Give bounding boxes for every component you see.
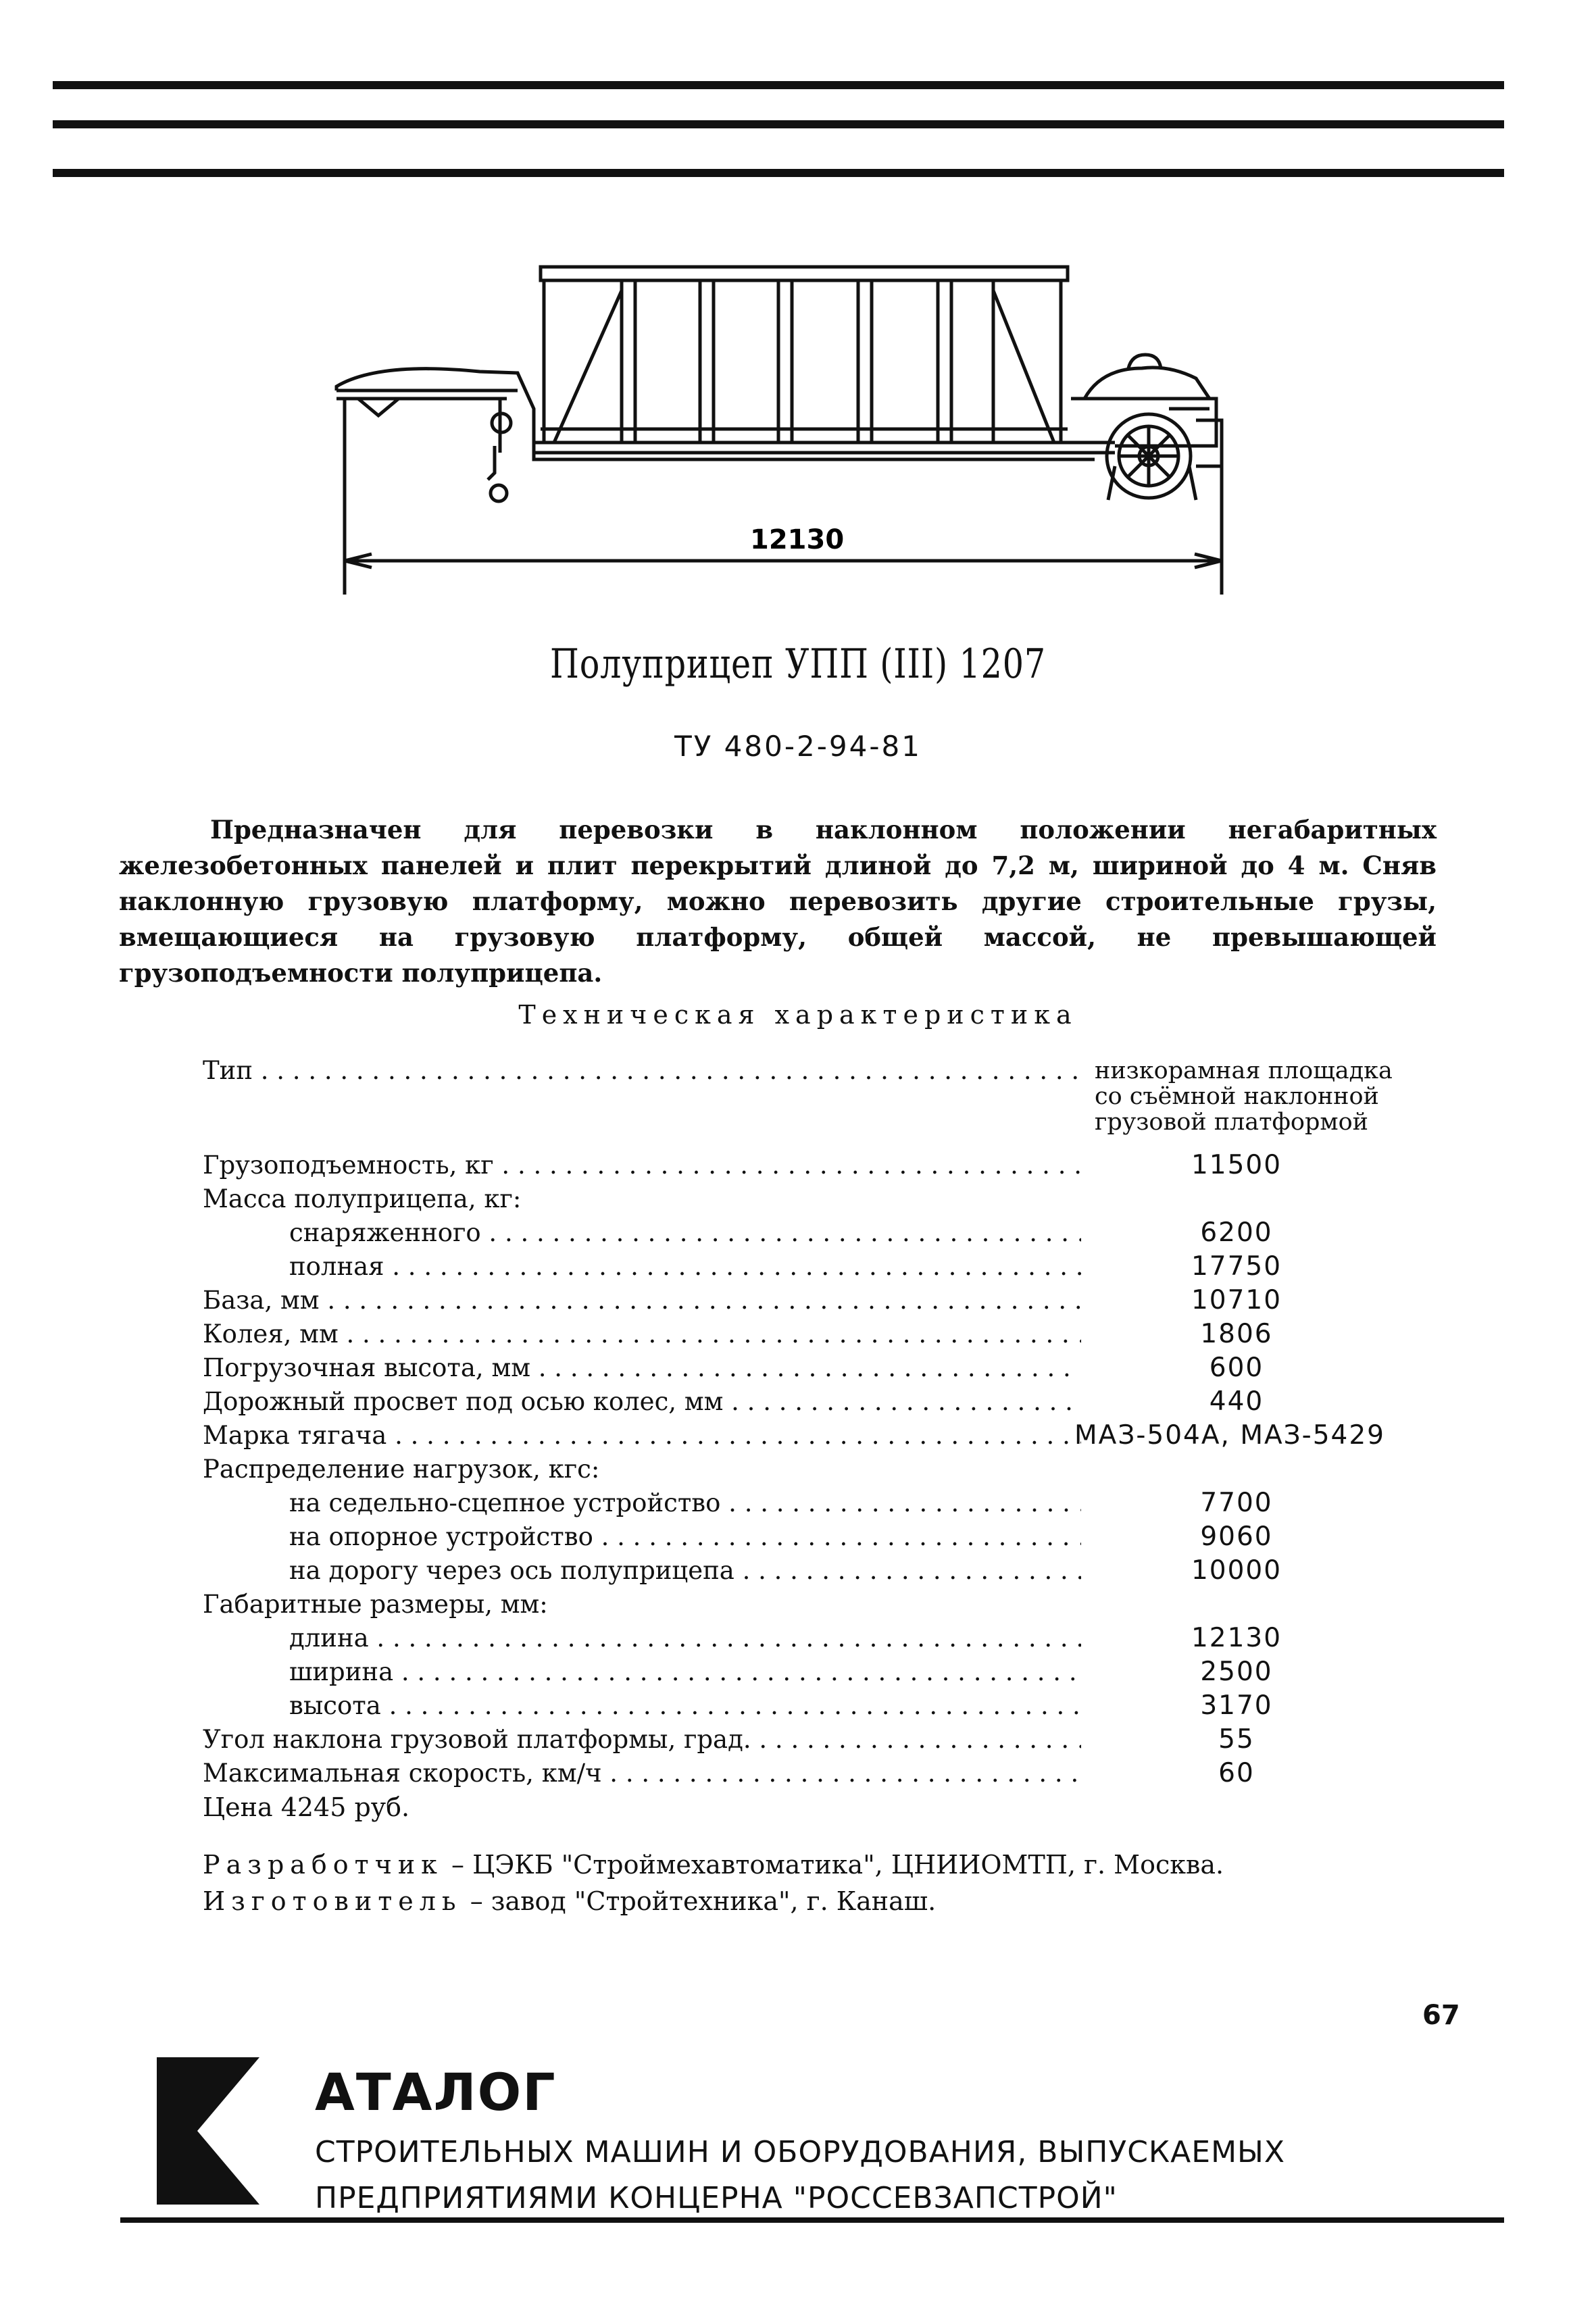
- developer-label: Разработчик: [203, 1850, 443, 1880]
- spec-value: 7700: [1200, 1488, 1273, 1518]
- catalog-line-1: СТРОИТЕЛЬНЫХ МАШИН И ОБОРУДОВАНИЯ, ВЫПУСКАЕМЫХ: [315, 2135, 1285, 2169]
- spec-value: 12130: [1191, 1623, 1282, 1653]
- spec-row: [203, 1419, 1487, 1453]
- spec-label: снаряженного . . .: [289, 1216, 1081, 1250]
- spec-label: на опорное устройство . . .: [289, 1520, 1081, 1554]
- manufacturer-line: [203, 1886, 936, 1916]
- type-value-line: со съёмной наклонной: [1095, 1083, 1379, 1110]
- spec-value: 10710: [1191, 1285, 1282, 1315]
- spec-label: Тип . . .: [203, 1054, 1081, 1088]
- spec-row: [203, 1520, 1487, 1554]
- spec-row: [203, 1351, 1487, 1385]
- spec-value-type: [1095, 1058, 1500, 1135]
- spec-rows: [203, 1149, 1487, 1790]
- spec-row: [203, 1216, 1487, 1250]
- top-rule-1: [53, 81, 1504, 89]
- spec-value: 2500: [1200, 1657, 1273, 1687]
- spec-label: Угол наклона грузовой платформы, град. . . .: [203, 1723, 1081, 1757]
- type-value-line: низкорамная площадка: [1095, 1057, 1393, 1084]
- bottom-rule: [120, 2217, 1504, 2223]
- spec-table: [203, 1054, 1487, 1790]
- spec-row: [203, 1182, 1487, 1216]
- developer-line: [203, 1850, 1224, 1880]
- spec-label: Колея, мм . . .: [203, 1317, 1081, 1351]
- catalog-k-logo: [157, 2057, 259, 2205]
- spec-value: 60: [1218, 1758, 1255, 1788]
- product-description: [119, 812, 1437, 991]
- spec-row: [203, 1250, 1487, 1284]
- top-rule-2: [53, 120, 1504, 128]
- semitrailer-drawing: [318, 243, 1264, 595]
- spec-row: [203, 1317, 1487, 1351]
- developer-text: – ЦЭКБ "Строймехавтоматика", ЦНИИОМТП, г. Москва.: [443, 1850, 1224, 1880]
- spec-value: 440: [1209, 1386, 1264, 1417]
- spec-label: полная . . .: [289, 1250, 1081, 1284]
- spec-row: [203, 1453, 1487, 1486]
- spec-label: Грузоподъемность, кг . . .: [203, 1149, 1081, 1182]
- spec-row-type: [203, 1054, 1487, 1149]
- description-text: Предназначен для перевозки в наклонном положении негабаритных железобетонных панелей и плит перекрытий длиной до 7,2 м, шириной до 4 м. Сняв наклонную грузовую платформу, можно перевозить другие строительные грузы, вмещающиеся на грузовую платформу, общей массой, не превышающей грузоподъемности полуприцепа.: [119, 815, 1437, 988]
- top-rule-3: [53, 169, 1504, 177]
- spec-label: Габаритные размеры, мм:: [203, 1590, 548, 1619]
- spec-row: [203, 1757, 1487, 1790]
- catalog-title: АТАЛОГ: [315, 2062, 557, 2122]
- spec-value: 9060: [1200, 1521, 1273, 1552]
- spec-row: [203, 1149, 1487, 1182]
- dimension-label: 12130: [750, 524, 845, 555]
- spec-label: Распределение нагрузок, кгс:: [203, 1455, 600, 1484]
- catalog-line-2: ПРЕДПРИЯТИЯМИ КОНЦЕРНА "РОССЕВЗАПСТРОЙ": [315, 2181, 1118, 2215]
- spec-row: [203, 1689, 1487, 1723]
- manufacturer-label: Изготовитель: [203, 1886, 462, 1916]
- spec-label: Максимальная скорость, км/ч . . .: [203, 1757, 1081, 1790]
- spec-value: 17750: [1191, 1251, 1282, 1282]
- spec-label: База, мм . . .: [203, 1284, 1081, 1317]
- spec-label: Масса полуприцепа, кг:: [203, 1184, 522, 1213]
- spec-value: 11500: [1191, 1150, 1282, 1180]
- spec-label: Марка тягача . . .: [203, 1419, 1081, 1453]
- page-number: 67: [1422, 2000, 1460, 2031]
- spec-row: [203, 1554, 1487, 1588]
- spec-value: 10000: [1191, 1555, 1282, 1586]
- spec-row: [203, 1723, 1487, 1757]
- spec-row: [203, 1385, 1487, 1419]
- spec-row: [203, 1588, 1487, 1621]
- spec-row: [203, 1655, 1487, 1689]
- spec-row: [203, 1621, 1487, 1655]
- spec-row: [203, 1486, 1487, 1520]
- spec-heading: Техническая характеристика: [518, 1000, 1078, 1030]
- spec-value: 1806: [1200, 1319, 1273, 1349]
- spec-value: 3170: [1200, 1690, 1273, 1721]
- spec-label: на дорогу через ось полуприцепа . . .: [289, 1554, 1081, 1588]
- type-value-line: грузовой платформой: [1095, 1109, 1369, 1136]
- spec-label: длина . . .: [289, 1621, 1081, 1655]
- product-title: Полуприцеп УПП (III) 1207: [549, 640, 1047, 688]
- spec-value: 6200: [1200, 1217, 1273, 1248]
- spec-value: 600: [1209, 1353, 1264, 1383]
- spec-label: Дорожный просвет под осью колес, мм . . .: [203, 1385, 1081, 1419]
- spec-label: на седельно-сцепное устройство . . .: [289, 1486, 1081, 1520]
- spec-label: высота . . .: [289, 1689, 1081, 1723]
- manufacturer-text: – завод "Стройтехника", г. Канаш.: [462, 1886, 937, 1916]
- spec-label: Погрузочная высота, мм . . .: [203, 1351, 1081, 1385]
- price: Цена 4245 руб.: [203, 1792, 410, 1822]
- spec-row: [203, 1284, 1487, 1317]
- spec-value: МАЗ-504А, МАЗ-5429: [1074, 1420, 1385, 1451]
- spec-value: 55: [1218, 1724, 1255, 1755]
- product-standard: ТУ 480-2-94-81: [674, 730, 922, 763]
- spec-label: ширина . . .: [289, 1655, 1081, 1689]
